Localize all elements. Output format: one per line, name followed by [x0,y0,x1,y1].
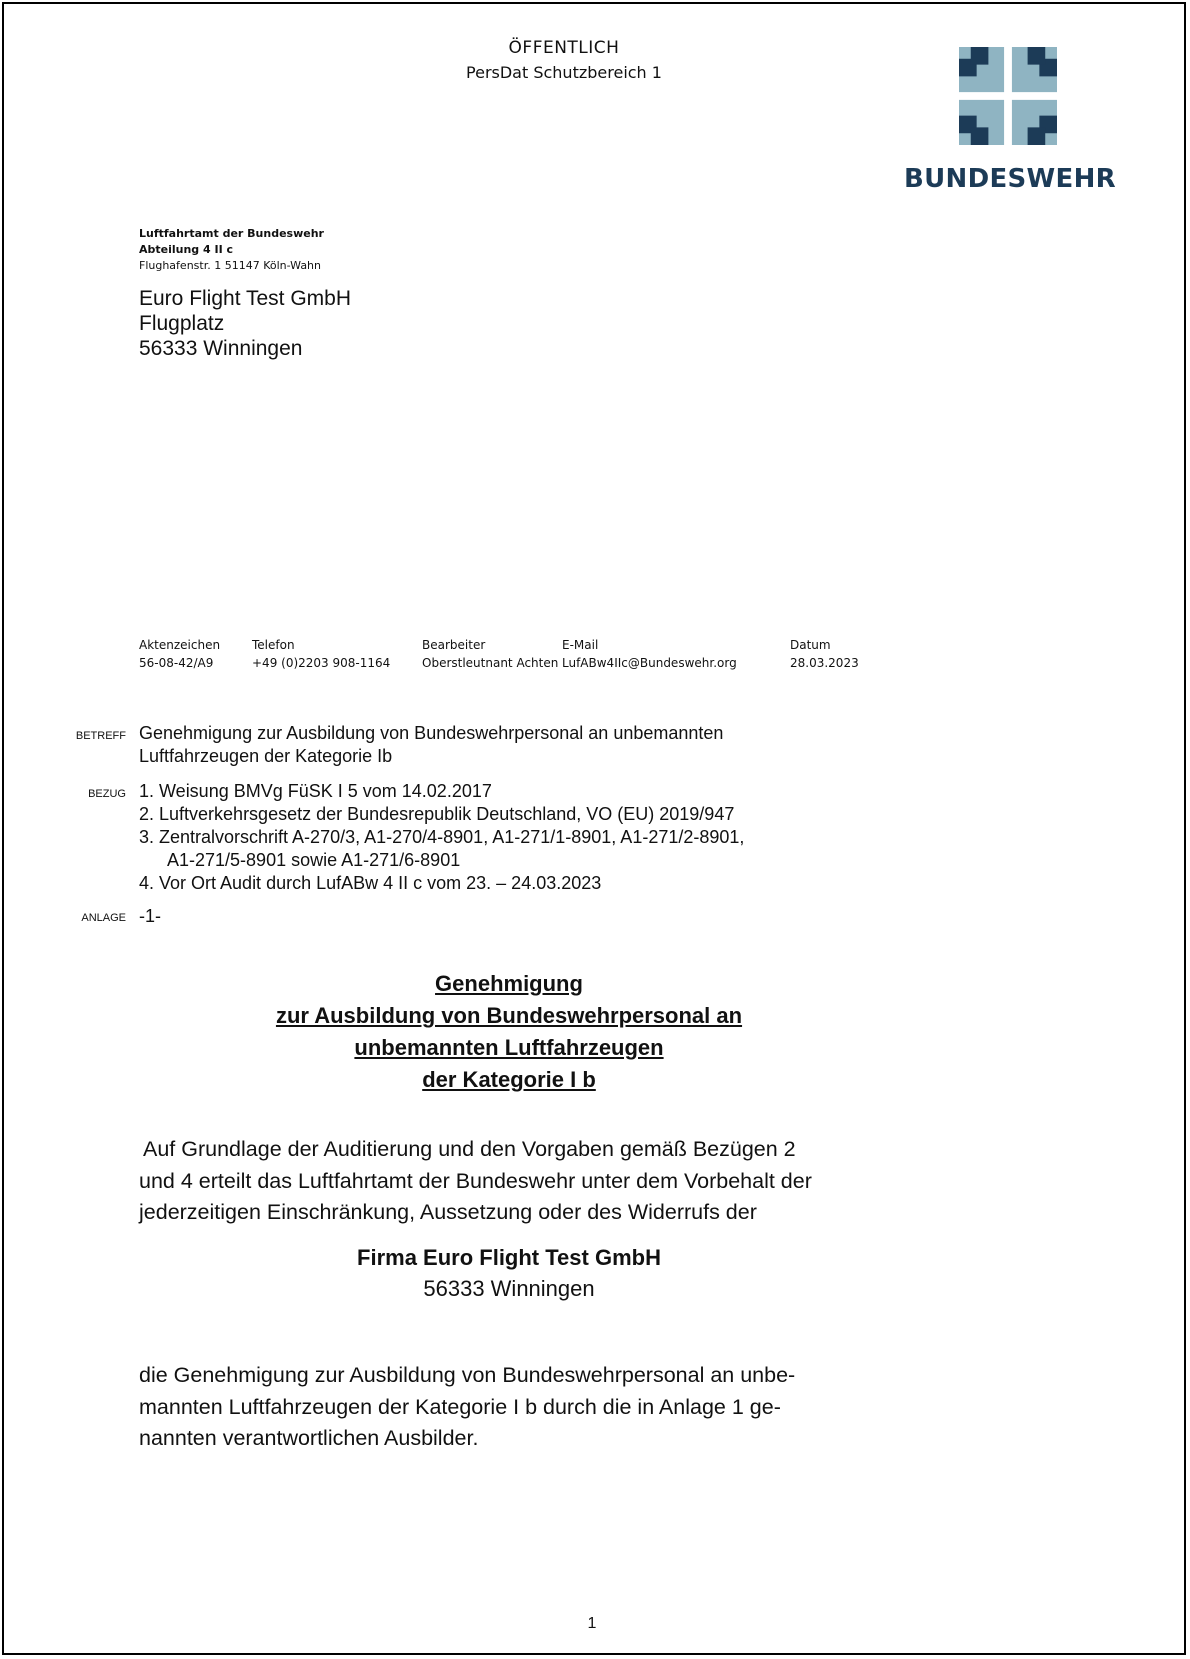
recipient-line: Euro Flight Test GmbH [139,287,352,310]
betreff-text [139,722,723,768]
meta-datum [790,636,859,672]
meta-bearbeiter [422,636,558,672]
bezug-item: 4. Vor Ort Audit durch LufABw 4 II c vom 23. – 24.03.2023 [139,873,602,893]
bezug-list [139,780,744,895]
meta-email [562,636,737,672]
recipient-line: 56333 Winningen [139,337,303,360]
title-line: zur Ausbildung von Bundeswehrpersonal an [275,1003,743,1028]
iron-cross-icon [959,46,1057,146]
meta-value: +49 (0)2203 908-1164 [252,656,391,670]
body-line: die Genehmigung zur Ausbildung von Bundeswehrpersonal an unbe- [139,1363,796,1387]
meta-label: Bearbeiter [422,638,486,652]
sender-address [139,226,324,274]
firma-city: 56333 Winningen [423,1276,595,1301]
title-line: der Kategorie I b [422,1067,596,1092]
sender-line: Flughafenstr. 1 51147 Köln-Wahn [139,259,321,272]
body-line: mannten Luftfahrzeugen der Kategorie I b durch die in Anlage 1 ge- [139,1394,781,1419]
body-paragraph-2 [139,1360,889,1455]
meta-label: E-Mail [562,638,599,652]
bezug-label: BEZUG [88,788,126,800]
meta-label: Aktenzeichen [139,638,221,652]
betreff-line: Genehmigung zur Ausbildung von Bundeswehrpersonal an unbemannten [139,723,724,743]
page-number: 1 [587,1615,597,1632]
body-line: nannten verantwortlichen Ausbilder. [139,1426,479,1450]
betreff-label: BETREFF [75,730,126,742]
subclassification-label: PersDat Schutzbereich 1 [466,63,662,82]
meta-value: 28.03.2023 [790,656,859,670]
meta-label: Telefon [252,638,295,652]
sender-line: Luftfahrtamt der Bundeswehr [139,227,324,240]
document-page [2,2,1186,1655]
bezug-item: 1. Weisung BMVg FüSK I 5 vom 14.02.2017 [139,781,492,801]
body-line: Auf Grundlage der Auditierung und den Vorgaben gemäß Bezügen 2 [143,1137,796,1161]
sender-line: Abteilung 4 II c [139,243,234,256]
anlage-value: -1- [139,906,161,926]
classification-label: ÖFFENTLICH [508,38,620,58]
bezug-item: A1-271/5-8901 sowie A1-271/6-8901 [167,850,461,870]
body-paragraph-1 [139,1134,889,1229]
body-line: jederzeitigen Einschränkung, Aussetzung oder des Widerrufs der [139,1200,757,1224]
anlage-label: ANLAGE [81,912,126,924]
meta-value: Oberstleutnant Achten [422,656,559,670]
recipient-line: Flugplatz [139,312,225,335]
meta-label: Datum [790,638,831,652]
meta-value[interactable]: LufABw4IIc@Bundeswehr.org [562,656,737,670]
recipient-address [139,286,351,361]
firma-name: Firma Euro Flight Test GmbH [357,1245,661,1270]
meta-telefon [252,636,390,672]
betreff-line: Luftfahrzeugen der Kategorie Ib [139,746,393,766]
bezug-item: 3. Zentralvorschrift A-270/3, A1-270/4-8901, A1-271/1-8901, A1-271/2-8901, [139,827,745,847]
title-line: Genehmigung [435,971,583,996]
meta-aktenzeichen [139,636,220,672]
title-line: unbemannten Luftfahrzeugen [354,1035,664,1060]
meta-value: 56-08-42/A9 [139,656,214,670]
body-line: und 4 erteilt das Luftfahrtamt der Bundeswehr unter dem Vorbehalt der [139,1168,812,1193]
bezug-item: 2. Luftverkehrsgesetz der Bundesrepublik Deutschland, VO (EU) 2019/947 [139,804,735,824]
bundeswehr-logo-text: BUNDESWEHR [904,164,1116,194]
